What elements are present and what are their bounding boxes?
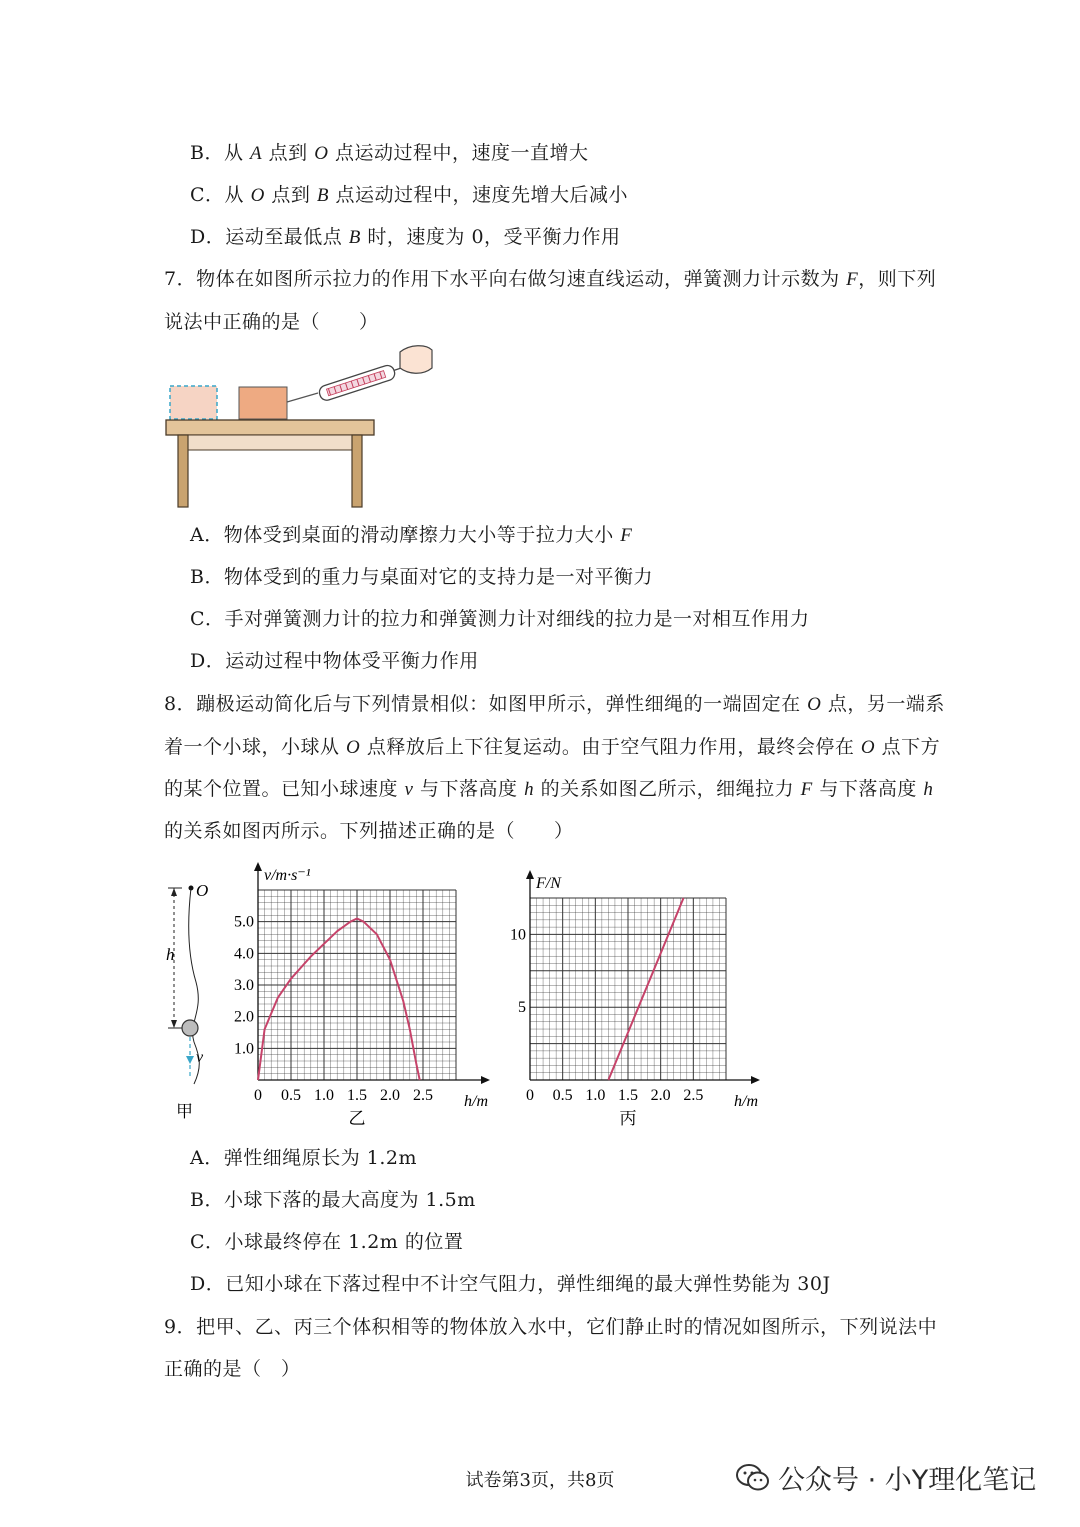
q8-option-a: A．弹性细绳原长为 1.2m: [190, 1147, 417, 1169]
table-leg-right: [352, 435, 362, 507]
q8-chart-yi: [222, 862, 492, 1130]
q9-stem-line1: 9．把甲、乙、丙三个体积相等的物体放入水中，它们静止时的情况如图所示，下列说法中: [164, 1316, 938, 1338]
spring-scale: [318, 361, 404, 402]
x-tick-label: 2.5: [683, 1087, 704, 1104]
y-axis-label: F/N: [536, 875, 561, 892]
q8-stem-line1: 8．蹦极运动简化后与下列情景相似：如图甲所示，弹性细绳的一端固定在 O 点，另一端系: [164, 693, 945, 715]
table-leg-left: [178, 435, 188, 507]
table-top: [166, 420, 374, 435]
y-tick-label: 3.0: [234, 977, 254, 994]
y-tick-label: 2.0: [234, 1008, 254, 1026]
data-series-line: [608, 898, 683, 1080]
x-tick-label: 2.0: [380, 1087, 400, 1104]
caption-jia: 甲: [176, 1102, 193, 1121]
y-axis-arrow: [526, 870, 534, 879]
y-tick-label: 5.0: [234, 913, 254, 931]
q9-stem-line2: 正确的是（ ）: [164, 1358, 301, 1380]
x-axis-arrow: [751, 1076, 760, 1084]
q7-stem-line2: 说法中正确的是（ ）: [164, 311, 379, 333]
x-tick-label: 1.5: [618, 1087, 638, 1104]
watermark: 公众号 · 小Y理化笔记: [736, 1458, 1036, 1497]
x-axis-arrow: [481, 1076, 490, 1084]
y-tick-label: 10: [510, 926, 526, 944]
x-axis-label: h/m: [464, 1093, 488, 1110]
wechat-icon: [736, 1463, 770, 1493]
x-tick-label: 1.5: [347, 1087, 367, 1104]
q8-option-c: C．小球最终停在 1.2m 的位置: [190, 1231, 464, 1253]
q7-option-c: C．手对弹簧测力计的拉力和弹簧测力计对细线的拉力是一对相互作用力: [190, 608, 810, 630]
x-tick-label: 0: [254, 1087, 262, 1104]
q8-stem-line4: 的关系如图丙所示。下列描述正确的是（ ）: [164, 820, 574, 842]
q7-stem-line1: 7．物体在如图所示拉力的作用下水平向右做匀速直线运动，弹簧测力计示数为 F，则下列: [164, 268, 937, 290]
data-series-line: [258, 919, 420, 1081]
chart-caption: 乙: [348, 1109, 366, 1128]
y-axis-arrow: [254, 862, 262, 871]
label-h: h: [166, 945, 175, 964]
x-axis-label: h/m: [734, 1093, 758, 1110]
label-o: O: [196, 881, 209, 900]
q8-figure-jia: [160, 872, 220, 1130]
q8-chart-bing: [500, 862, 770, 1130]
page-footer: 试卷第3页，共8页: [465, 1470, 615, 1491]
x-tick-label: 0.5: [552, 1087, 573, 1104]
y-tick-label: 4.0: [234, 945, 254, 963]
ghost-block: [170, 386, 217, 419]
hand-icon: [400, 346, 432, 374]
x-tick-label: 1.0: [314, 1087, 334, 1104]
chart-caption: 丙: [619, 1109, 637, 1128]
y-axis-label: v/m·s⁻¹: [264, 867, 311, 884]
x-tick-label: 2.0: [650, 1087, 671, 1104]
q8-option-d: D．已知小球在下落过程中不计空气阻力，弹性细绳的最大弹性势能为 30J: [190, 1273, 831, 1295]
y-tick-label: 5: [518, 999, 526, 1017]
x-tick-label: 0: [526, 1087, 534, 1104]
q6-option-d: D．运动至最低点 B 时，速度为 0，受平衡力作用: [190, 226, 621, 248]
q7-option-d: D．运动过程中物体受平衡力作用: [190, 650, 479, 672]
ball: [182, 1020, 198, 1036]
q8-option-b: B．小球下落的最大高度为 1.5m: [190, 1189, 476, 1211]
string: [287, 393, 318, 402]
x-tick-label: 1.0: [585, 1087, 606, 1104]
q7-figure-table: [160, 338, 450, 513]
label-v: v: [196, 1049, 204, 1066]
block: [239, 387, 287, 419]
q7-option-a: A．物体受到桌面的滑动摩擦力大小等于拉力大小 F: [190, 524, 633, 546]
q6-option-b: B．从 A 点到 O 点运动过程中，速度一直增大: [190, 142, 589, 164]
q6-option-c: C．从 O 点到 B 点运动过程中，速度先增大后减小: [190, 184, 629, 206]
x-tick-label: 2.5: [413, 1087, 433, 1104]
q8-stem-line3: 的某个位置。已知小球速度 v 与下落高度 h 的关系如图乙所示，细绳拉力 F 与下落高度 h: [164, 778, 934, 800]
y-tick-label: 1.0: [234, 1040, 254, 1058]
x-tick-label: 0.5: [281, 1087, 301, 1104]
q7-option-b: B．物体受到的重力与桌面对它的支持力是一对平衡力: [190, 566, 653, 588]
q8-stem-line2: 着一个小球，小球从 O 点释放后上下往复运动。由于空气阻力作用，最终会停在 O 点下方: [164, 736, 941, 758]
